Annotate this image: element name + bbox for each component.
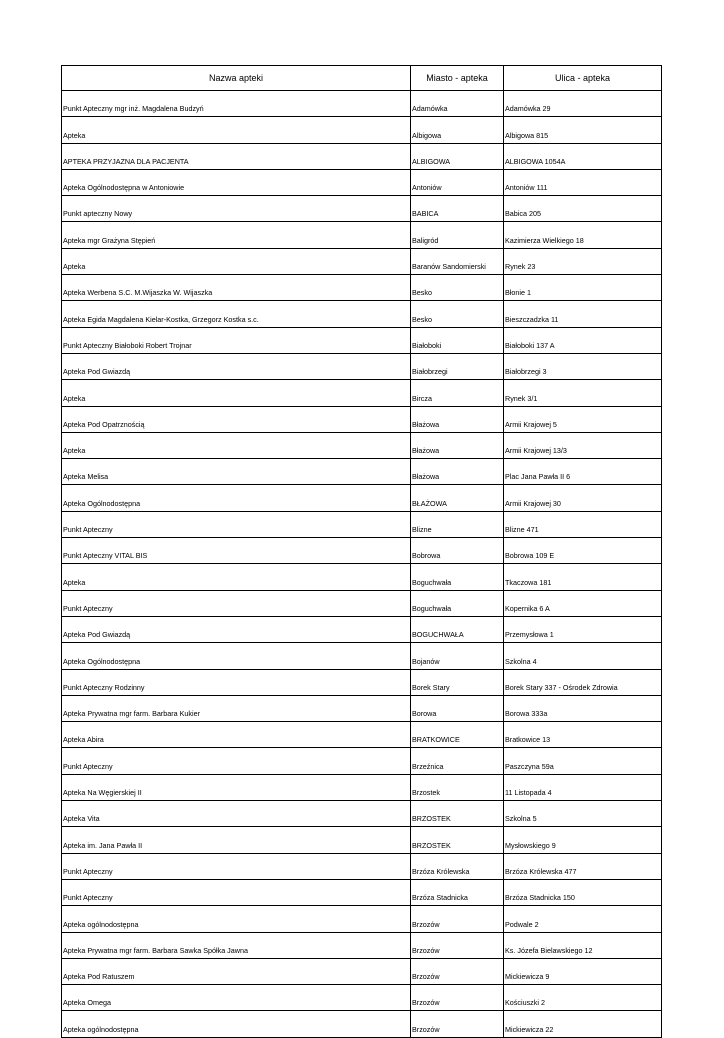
cell-city: Bobrowa xyxy=(411,538,504,564)
cell-city: BOGUCHWAŁA xyxy=(411,616,504,642)
cell-street: Mickiewicza 9 xyxy=(504,958,662,984)
cell-street: Armii Krajowej 5 xyxy=(504,406,662,432)
table-row xyxy=(62,774,662,800)
table-row xyxy=(62,301,662,327)
cell-city: Borek Stary xyxy=(411,669,504,695)
table-header-row xyxy=(62,66,662,91)
cell-street: Błonie 1 xyxy=(504,275,662,301)
table-row xyxy=(62,380,662,406)
cell-city: Brzozów xyxy=(411,985,504,1011)
cell-city: Brzozów xyxy=(411,906,504,932)
cell-pharmacy-name: Punkt Apteczny xyxy=(62,511,411,537)
table-row xyxy=(62,222,662,248)
table-row xyxy=(62,327,662,353)
cell-street: Antoniów 111 xyxy=(504,169,662,195)
header-pharmacy-name: Nazwa apteki xyxy=(62,66,411,91)
cell-city: Brzozów xyxy=(411,958,504,984)
cell-pharmacy-name: Apteka Melisa xyxy=(62,459,411,485)
cell-street: Brzóza Stadnicka 150 xyxy=(504,879,662,905)
cell-city: Białoboki xyxy=(411,327,504,353)
cell-street: Babica 205 xyxy=(504,196,662,222)
cell-street: Białobrzegi 3 xyxy=(504,353,662,379)
cell-street: Adamówka 29 xyxy=(504,91,662,117)
cell-city: Borowa xyxy=(411,695,504,721)
cell-city: Besko xyxy=(411,301,504,327)
cell-street: Białoboki 137 A xyxy=(504,327,662,353)
header-city: Miasto - apteka xyxy=(411,66,504,91)
cell-street: Kopernika 6 A xyxy=(504,590,662,616)
table-row xyxy=(62,616,662,642)
cell-pharmacy-name: Apteka Prywatna mgr farm. Barbara Kukier xyxy=(62,695,411,721)
table-row xyxy=(62,511,662,537)
table-row xyxy=(62,353,662,379)
cell-pharmacy-name: Apteka Pod Gwiazdą xyxy=(62,616,411,642)
pharmacy-table xyxy=(61,65,662,1038)
cell-city: ALBIGOWA xyxy=(411,143,504,169)
cell-street: Mysłowskiego 9 xyxy=(504,827,662,853)
cell-street: Tkaczowa 181 xyxy=(504,564,662,590)
cell-city: BRZOSTEK xyxy=(411,801,504,827)
table-row xyxy=(62,1011,662,1037)
cell-street: Bobrowa 109 E xyxy=(504,538,662,564)
cell-pharmacy-name: Apteka xyxy=(62,432,411,458)
table-row xyxy=(62,801,662,827)
cell-pharmacy-name: Apteka ogólnodostępna xyxy=(62,1011,411,1037)
cell-street: Plac Jana Pawła II 6 xyxy=(504,459,662,485)
table-row xyxy=(62,669,662,695)
cell-street: Borek Stary 337 - Ośrodek Zdrowia xyxy=(504,669,662,695)
cell-city: Boguchwała xyxy=(411,564,504,590)
cell-street: Mickiewicza 22 xyxy=(504,1011,662,1037)
cell-pharmacy-name: Apteka xyxy=(62,117,411,143)
cell-pharmacy-name: Apteka Ogólnodostępna w Antoniowie xyxy=(62,169,411,195)
cell-city: Brzozów xyxy=(411,932,504,958)
cell-city: Błażowa xyxy=(411,406,504,432)
table-row xyxy=(62,196,662,222)
cell-pharmacy-name: Apteka xyxy=(62,248,411,274)
cell-city: Besko xyxy=(411,275,504,301)
cell-street: Paszczyna 59a xyxy=(504,748,662,774)
table-row xyxy=(62,564,662,590)
cell-street: Szkolna 4 xyxy=(504,643,662,669)
table-row xyxy=(62,538,662,564)
table-row xyxy=(62,275,662,301)
cell-street: Borowa 333a xyxy=(504,695,662,721)
table-row xyxy=(62,879,662,905)
table-row xyxy=(62,432,662,458)
cell-pharmacy-name: Punkt Apteczny Białoboki Robert Trojnar xyxy=(62,327,411,353)
cell-street: Przemysłowa 1 xyxy=(504,616,662,642)
cell-city: Albigowa xyxy=(411,117,504,143)
cell-street: Podwale 2 xyxy=(504,906,662,932)
table-body xyxy=(62,91,662,1038)
table-row xyxy=(62,248,662,274)
cell-pharmacy-name: Apteka xyxy=(62,380,411,406)
cell-street: Armii Krajowej 30 xyxy=(504,485,662,511)
cell-pharmacy-name: Apteka im. Jana Pawła II xyxy=(62,827,411,853)
cell-street: Blizne 471 xyxy=(504,511,662,537)
cell-street: Ks. Józefa Bielawskiego 12 xyxy=(504,932,662,958)
cell-city: Brzozów xyxy=(411,1011,504,1037)
cell-pharmacy-name: Punkt Apteczny xyxy=(62,879,411,905)
cell-street: Kościuszki 2 xyxy=(504,985,662,1011)
table-row xyxy=(62,459,662,485)
cell-street: Bratkowice 13 xyxy=(504,722,662,748)
cell-street: Rynek 23 xyxy=(504,248,662,274)
table-row xyxy=(62,932,662,958)
cell-pharmacy-name: Apteka Egida Magdalena Kielar-Kostka, Grzegorz Kostka s.c. xyxy=(62,301,411,327)
cell-street: Armii Krajowej 13/3 xyxy=(504,432,662,458)
table-row xyxy=(62,695,662,721)
cell-pharmacy-name: APTEKA PRZYJAZNA DLA PACJENTA xyxy=(62,143,411,169)
cell-city: Brzostek xyxy=(411,774,504,800)
cell-pharmacy-name: Apteka Abira xyxy=(62,722,411,748)
header-street: Ulica - apteka xyxy=(504,66,662,91)
table-row xyxy=(62,643,662,669)
table-row xyxy=(62,485,662,511)
cell-street: Albigowa 815 xyxy=(504,117,662,143)
cell-pharmacy-name: Apteka Pod Gwiazdą xyxy=(62,353,411,379)
cell-pharmacy-name: Apteka xyxy=(62,564,411,590)
table-row xyxy=(62,117,662,143)
cell-pharmacy-name: Punkt Apteczny Rodzinny xyxy=(62,669,411,695)
table-row xyxy=(62,143,662,169)
cell-pharmacy-name: Apteka Na Węgierskiej II xyxy=(62,774,411,800)
cell-pharmacy-name: Punkt apteczny Nowy xyxy=(62,196,411,222)
cell-pharmacy-name: Apteka Omega xyxy=(62,985,411,1011)
cell-pharmacy-name: Punkt Apteczny mgr inż. Magdalena Budzyń xyxy=(62,91,411,117)
cell-pharmacy-name: Apteka Pod Ratuszem xyxy=(62,958,411,984)
cell-pharmacy-name: Punkt Apteczny xyxy=(62,590,411,616)
cell-pharmacy-name: Punkt Apteczny VITAL BIS xyxy=(62,538,411,564)
cell-pharmacy-name: Apteka Pod Opatrznością xyxy=(62,406,411,432)
table-row xyxy=(62,169,662,195)
table-row xyxy=(62,853,662,879)
table-row xyxy=(62,748,662,774)
cell-pharmacy-name: Punkt Apteczny xyxy=(62,853,411,879)
cell-street: Bieszczadzka 11 xyxy=(504,301,662,327)
cell-city: Błażowa xyxy=(411,459,504,485)
cell-city: BRZOSTEK xyxy=(411,827,504,853)
cell-street: Kazimierza Wielkiego 18 xyxy=(504,222,662,248)
cell-city: Brzóza Królewska xyxy=(411,853,504,879)
cell-city: Baligród xyxy=(411,222,504,248)
table-row xyxy=(62,722,662,748)
cell-city: Adamówka xyxy=(411,91,504,117)
cell-city: Brzeźnica xyxy=(411,748,504,774)
table-row xyxy=(62,958,662,984)
cell-street: 11 Listopada 4 xyxy=(504,774,662,800)
cell-city: Baranów Sandomierski xyxy=(411,248,504,274)
cell-city: Boguchwała xyxy=(411,590,504,616)
cell-city: Bojanów xyxy=(411,643,504,669)
cell-city: Białobrzegi xyxy=(411,353,504,379)
cell-pharmacy-name: Apteka Prywatna mgr farm. Barbara Sawka Spółka Jawna xyxy=(62,932,411,958)
table-row xyxy=(62,406,662,432)
cell-pharmacy-name: Punkt Apteczny xyxy=(62,748,411,774)
cell-street: ALBIGOWA 1054A xyxy=(504,143,662,169)
cell-street: Brzóza Królewska 477 xyxy=(504,853,662,879)
pharmacy-table-sheet xyxy=(61,65,661,1038)
table-row xyxy=(62,906,662,932)
cell-city: BABICA xyxy=(411,196,504,222)
table-row xyxy=(62,985,662,1011)
cell-pharmacy-name: Apteka ogólnodostępna xyxy=(62,906,411,932)
table-row xyxy=(62,91,662,117)
cell-city: Błażowa xyxy=(411,432,504,458)
cell-pharmacy-name: Apteka mgr Grażyna Stępień xyxy=(62,222,411,248)
cell-pharmacy-name: Apteka Ogólnodostępna xyxy=(62,485,411,511)
cell-pharmacy-name: Apteka Ogólnodostępna xyxy=(62,643,411,669)
cell-city: Bircza xyxy=(411,380,504,406)
table-row xyxy=(62,590,662,616)
cell-pharmacy-name: Apteka Vita xyxy=(62,801,411,827)
cell-street: Rynek 3/1 xyxy=(504,380,662,406)
cell-pharmacy-name: Apteka Werbena S.C. M.Wijaszka W. Wijaszka xyxy=(62,275,411,301)
cell-city: BRATKOWICE xyxy=(411,722,504,748)
cell-street: Szkolna 5 xyxy=(504,801,662,827)
cell-city: Blizne xyxy=(411,511,504,537)
cell-city: Brzóza Stadnicka xyxy=(411,879,504,905)
table-row xyxy=(62,827,662,853)
cell-city: BŁAŻOWA xyxy=(411,485,504,511)
cell-city: Antoniów xyxy=(411,169,504,195)
